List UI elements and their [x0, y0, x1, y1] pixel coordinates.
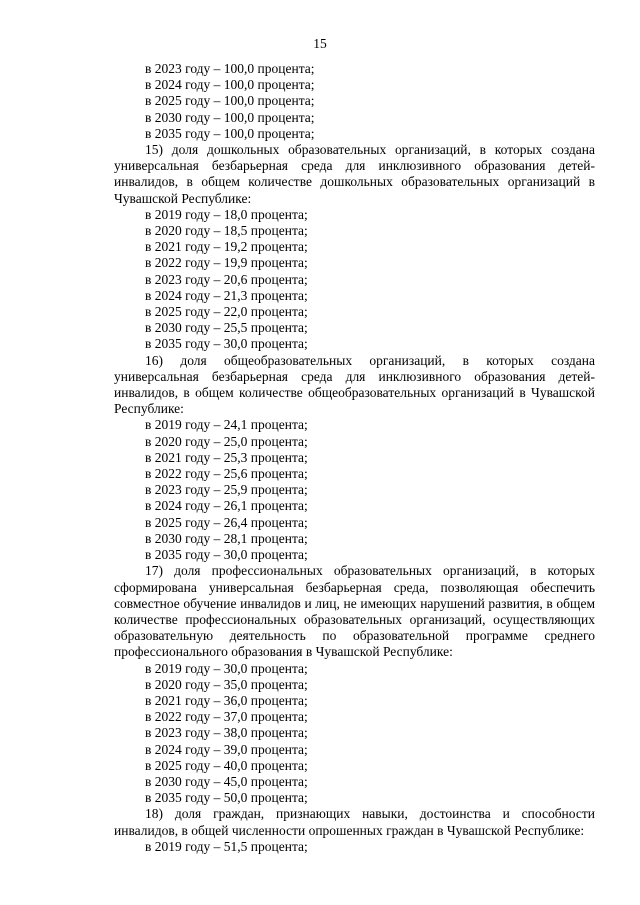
indicator-value-line: в 2024 году – 100,0 процента;: [145, 77, 315, 93]
indicator-value-line: в 2023 году – 38,0 процента;: [145, 725, 308, 741]
indicator-value-line: в 2022 году – 25,6 процента;: [145, 466, 308, 482]
indicator-value-line: в 2019 году – 51,5 процента;: [145, 838, 308, 854]
indicator-value-line: в 2023 году – 20,6 процента;: [145, 271, 308, 287]
indicator-value-line: в 2020 году – 18,5 процента;: [145, 223, 308, 239]
indicator-value-line: в 2023 году – 100,0 процента;: [145, 61, 315, 76]
indicator-value-line: в 2022 году – 19,9 процента;: [145, 255, 308, 271]
document-body: [114, 61, 595, 855]
indicator-value-line: в 2025 году – 40,0 процента;: [145, 757, 308, 773]
indicator-value-line: в 2020 году – 25,0 процента;: [145, 433, 308, 449]
indicator-value-line: в 2022 году – 37,0 процента;: [145, 709, 308, 725]
indicator-value-line: в 2030 году – 28,1 процента;: [145, 530, 308, 546]
indicator-value-line: в 2020 году – 35,0 процента;: [145, 676, 308, 692]
indicator-value-line: в 2021 году – 25,3 процента;: [145, 449, 308, 465]
indicator-paragraph: 18) доля граждан, признающих навыки, достоинства и способности инвалидов, в общей численности опрошенных граждан в Чувашской Республике:: [114, 806, 595, 838]
indicator-value-line: в 2019 году – 30,0 процента;: [145, 660, 308, 676]
indicator-value-line: в 2030 году – 45,0 процента;: [145, 773, 308, 789]
indicator-value-line: в 2024 году – 21,3 процента;: [145, 287, 308, 303]
indicator-value-line: в 2025 году – 26,4 процента;: [145, 514, 308, 530]
indicator-value-line: в 2025 году – 100,0 процента;: [145, 93, 315, 109]
indicator-value-line: в 2019 году – 24,1 процента;: [145, 417, 308, 433]
indicator-value-line: в 2035 году – 30,0 процента;: [145, 547, 308, 563]
indicator-value-line: в 2019 году – 18,0 процента;: [145, 206, 308, 222]
indicator-value-line: в 2023 году – 25,9 процента;: [145, 482, 308, 498]
indicator-value-line: в 2030 году – 100,0 процента;: [145, 109, 315, 125]
indicator-value-line: в 2035 году – 100,0 процента;: [145, 125, 315, 141]
indicator-value-line: в 2035 году – 50,0 процента;: [145, 790, 308, 806]
indicator-value-line: в 2021 году – 19,2 процента;: [145, 239, 308, 255]
indicator-value-line: в 2024 году – 26,1 процента;: [145, 498, 308, 514]
indicator-value-line: в 2021 году – 36,0 процента;: [145, 692, 308, 708]
page-number: 15: [313, 36, 327, 51]
indicator-paragraph: 17) доля профессиональных образовательных организаций, в которых сформирована универсальная безбарьерная среда, позволяющая обеспечить совместное обучение инвалидов и лиц, не имеющих нарушений развития, в общем количестве профессиональных образовательных организаций, осуществляющих образовательную деятельность по образовательной программе среднего профессионального образования в Чувашской Республике:: [114, 563, 595, 660]
indicator-value-line: в 2025 году – 22,0 процента;: [145, 304, 308, 320]
indicator-value-line: в 2024 году – 39,0 процента;: [145, 741, 308, 757]
indicator-paragraph: 15) доля дошкольных образовательных организаций, в которых создана универсальная безбарьерная среда для инклюзивного образования детей-инвалидов, в общем количестве дошкольных образовательных организаций в Чувашской Республике:: [114, 142, 595, 206]
indicator-paragraph: 16) доля общеобразовательных организаций, в которых создана универсальная безбарьерная среда для инклюзивного образования детей-инвалидов, в общем количестве общеобразовательных организаций в Чувашской Республике:: [114, 352, 595, 417]
indicator-value-line: в 2030 году – 25,5 процента;: [145, 320, 308, 336]
indicator-value-line: в 2035 году – 30,0 процента;: [145, 336, 308, 352]
